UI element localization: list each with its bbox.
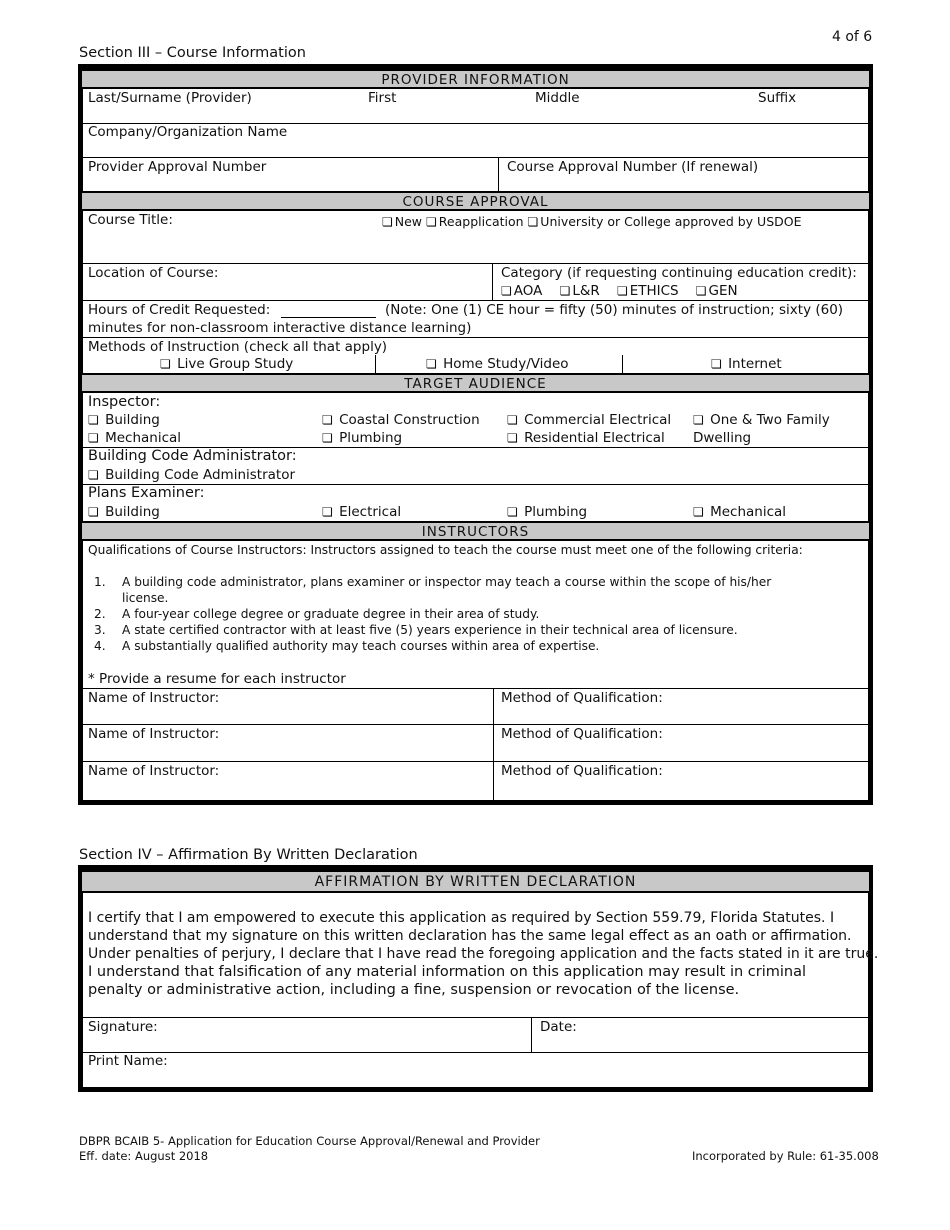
- pe-building-option: [88, 504, 160, 521]
- column-divider: [492, 263, 493, 300]
- row-divider: [82, 761, 869, 762]
- pe-building-label: Building: [105, 504, 160, 520]
- gen-label: GEN: [708, 283, 738, 299]
- column-divider: [375, 355, 376, 373]
- affirmation-line-4: I understand that falsification of any material information on this application may result in criminal: [88, 964, 806, 980]
- footer-eff-date: Eff. date: August 2018: [79, 1149, 209, 1163]
- home-study-label: Home Study/Video: [443, 356, 569, 372]
- page-number: 4 of 6: [832, 29, 873, 45]
- home-study-option: [426, 356, 569, 373]
- criteria-4-number: 4.: [94, 639, 106, 653]
- footer-rule: Incorporated by Rule: 61-35.008: [692, 1149, 879, 1163]
- mechanical-option: [88, 430, 181, 447]
- course-title-field[interactable]: Course Title:: [88, 212, 173, 228]
- residential-electrical-option: [507, 430, 665, 447]
- aoa-label: AOA: [513, 283, 543, 299]
- criteria-3-text: A state certified contractor with at least five (5) years experience in their technical area of licensure.: [122, 623, 738, 637]
- print-name-field[interactable]: Print Name:: [88, 1053, 168, 1069]
- coastal-label: Coastal Construction: [339, 412, 480, 428]
- course-approval-number-field[interactable]: Course Approval Number (If renewal): [507, 159, 759, 175]
- instructors-heading: INSTRUCTORS: [82, 521, 869, 541]
- pe-plumbing-checkbox[interactable]: ❏: [507, 505, 518, 519]
- one-two-family-option: [693, 412, 830, 429]
- internet-option: [711, 356, 782, 373]
- live-group-checkbox[interactable]: ❏: [160, 357, 171, 371]
- pe-plumbing-label: Plumbing: [524, 504, 588, 520]
- criteria-1-text: A building code administrator, plans examiner or inspector may teach a course within the scope of his/her: [122, 575, 772, 589]
- plumbing-checkbox[interactable]: ❏: [322, 431, 333, 445]
- new-label: New: [394, 214, 423, 229]
- affirmation-line-1: I certify that I am empowered to execute this application as required by Section 559.79, Florida Statutes. I: [88, 910, 835, 926]
- column-divider: [531, 1017, 532, 1052]
- qualification-method-field-1[interactable]: Method of Qualification:: [501, 690, 663, 706]
- criteria-4-text: A substantially qualified authority may teach courses within area of expertise.: [122, 639, 600, 653]
- footer-form-id: DBPR BCAIB 5- Application for Education Course Approval/Renewal and Provider: [79, 1134, 540, 1148]
- pe-electrical-option: [322, 504, 401, 521]
- affirmation-line-2: understand that my signature on this written declaration has the same legal effect as an oath or affirmation.: [88, 928, 852, 944]
- commercial-electrical-label: Commercial Electrical: [524, 412, 672, 428]
- criteria-2-number: 2.: [94, 607, 106, 621]
- section-4-title: Section IV – Affirmation By Written Declaration: [79, 847, 418, 863]
- plumbing-label: Plumbing: [339, 430, 403, 446]
- signature-field[interactable]: Signature:: [88, 1019, 158, 1035]
- row-divider: [82, 1052, 869, 1053]
- location-field[interactable]: Location of Course:: [88, 265, 219, 281]
- coastal-option: [322, 412, 480, 429]
- lr-checkbox[interactable]: ❏: [559, 284, 571, 298]
- criteria-1-text-cont: license.: [122, 591, 169, 605]
- aoa-checkbox[interactable]: ❏: [501, 284, 512, 298]
- instructor-name-field-1[interactable]: Name of Instructor:: [88, 690, 220, 706]
- bca-checkbox[interactable]: ❏: [88, 468, 99, 482]
- suffix-field[interactable]: Suffix: [758, 90, 797, 106]
- coastal-checkbox[interactable]: ❏: [322, 413, 333, 427]
- criteria-2-text: A four-year college degree or graduate degree in their area of study.: [122, 607, 540, 621]
- inspector-label: Inspector:: [88, 394, 161, 410]
- methods-label: Methods of Instruction (check all that apply): [88, 339, 388, 355]
- one-two-family-label: One & Two Family: [710, 412, 830, 428]
- hours-note-line-1: (Note: One (1) CE hour = fifty (50) minutes of instruction; sixty (60): [385, 302, 844, 318]
- live-group-option: [160, 356, 293, 373]
- inspector-building-checkbox[interactable]: ❏: [88, 413, 99, 427]
- inspector-building-label: Building: [105, 412, 160, 428]
- mechanical-label: Mechanical: [105, 430, 182, 446]
- date-field[interactable]: Date:: [540, 1019, 577, 1035]
- dwelling-label: Dwelling: [693, 430, 752, 446]
- residential-electrical-checkbox[interactable]: ❏: [507, 431, 518, 445]
- course-approval-heading: COURSE APPROVAL: [82, 191, 869, 211]
- ethics-checkbox[interactable]: ❏: [616, 284, 628, 298]
- middle-name-field[interactable]: Middle: [535, 90, 580, 106]
- row-divider: [82, 688, 869, 689]
- qualification-method-field-2[interactable]: Method of Qualification:: [501, 726, 663, 742]
- hours-note-line-2: minutes for non-classroom interactive distance learning): [88, 320, 472, 336]
- criteria-3-number: 3.: [94, 623, 106, 637]
- gen-checkbox[interactable]: ❏: [695, 284, 707, 298]
- new-checkbox[interactable]: ❏: [382, 215, 393, 229]
- row-divider: [82, 300, 869, 301]
- bca-option-label: Building Code Administrator: [105, 467, 295, 483]
- instructor-qualifications-intro: Qualifications of Course Instructors: Instructors assigned to teach the course must meet one of the following criteria:: [88, 543, 803, 557]
- affirmation-line-5: penalty or administrative action, including a fine, suspension or revocation of the license.: [88, 982, 740, 998]
- column-divider: [498, 157, 499, 191]
- reapplication-checkbox[interactable]: ❏: [426, 215, 437, 229]
- pe-mechanical-checkbox[interactable]: ❏: [693, 505, 704, 519]
- qualification-method-field-3[interactable]: Method of Qualification:: [501, 763, 663, 779]
- provider-approval-number-field[interactable]: Provider Approval Number: [88, 159, 267, 175]
- instructor-name-field-2[interactable]: Name of Instructor:: [88, 726, 220, 742]
- category-options: [501, 283, 738, 300]
- hours-credit-input-line[interactable]: [281, 317, 376, 318]
- bca-option: [88, 467, 295, 484]
- pe-mechanical-label: Mechanical: [710, 504, 787, 520]
- last-name-field[interactable]: Last/Surname (Provider): [88, 90, 252, 106]
- resume-note: * Provide a resume for each instructor: [88, 671, 346, 687]
- mechanical-checkbox[interactable]: ❏: [88, 431, 99, 445]
- pe-electrical-checkbox[interactable]: ❏: [322, 505, 333, 519]
- commercial-electrical-option: [507, 412, 671, 429]
- first-name-field[interactable]: First: [368, 90, 397, 106]
- pe-plumbing-option: [507, 504, 587, 521]
- row-divider: [82, 157, 869, 158]
- affirmation-heading: AFFIRMATION BY WRITTEN DECLARATION: [82, 870, 869, 893]
- internet-label: Internet: [728, 356, 782, 372]
- lr-label: L&R: [572, 283, 600, 299]
- hours-credit-label: Hours of Credit Requested:: [88, 302, 271, 318]
- instructor-name-field-3[interactable]: Name of Instructor:: [88, 763, 220, 779]
- target-audience-heading: TARGET AUDIENCE: [82, 373, 869, 393]
- internet-checkbox[interactable]: ❏: [711, 357, 722, 371]
- course-type-options: [382, 213, 802, 231]
- ethics-label: ETHICS: [629, 283, 679, 299]
- pe-mechanical-option: [693, 504, 786, 521]
- row-divider: [82, 263, 869, 264]
- plans-examiner-label: Plans Examiner:: [88, 485, 205, 501]
- company-name-field[interactable]: Company/Organization Name: [88, 124, 288, 140]
- home-study-checkbox[interactable]: ❏: [426, 357, 437, 371]
- one-two-family-checkbox[interactable]: ❏: [693, 413, 704, 427]
- pe-electrical-label: Electrical: [339, 504, 402, 520]
- column-divider: [493, 688, 494, 800]
- section-3-title: Section III – Course Information: [79, 45, 306, 61]
- commercial-electrical-checkbox[interactable]: ❏: [507, 413, 518, 427]
- residential-electrical-label: Residential Electrical: [524, 430, 665, 446]
- row-divider: [82, 1017, 869, 1018]
- bca-label: Building Code Administrator:: [88, 448, 297, 464]
- university-checkbox[interactable]: ❏: [527, 215, 539, 229]
- pe-building-checkbox[interactable]: ❏: [88, 505, 99, 519]
- live-group-label: Live Group Study: [177, 356, 294, 372]
- plumbing-option: [322, 430, 402, 447]
- category-label: Category (if requesting continuing education credit):: [501, 265, 857, 281]
- column-divider: [622, 355, 623, 373]
- university-label: University or College approved by USDOE: [540, 214, 802, 229]
- criteria-1-number: 1.: [94, 575, 106, 589]
- row-divider: [82, 724, 869, 725]
- row-divider: [82, 337, 869, 338]
- affirmation-line-3: Under penalties of perjury, I declare that I have read the foregoing application and the facts stated in it are true.: [88, 946, 879, 962]
- inspector-building-option: [88, 412, 160, 429]
- reapplication-label: Reapplication: [438, 214, 524, 229]
- provider-information-heading: PROVIDER INFORMATION: [82, 69, 869, 89]
